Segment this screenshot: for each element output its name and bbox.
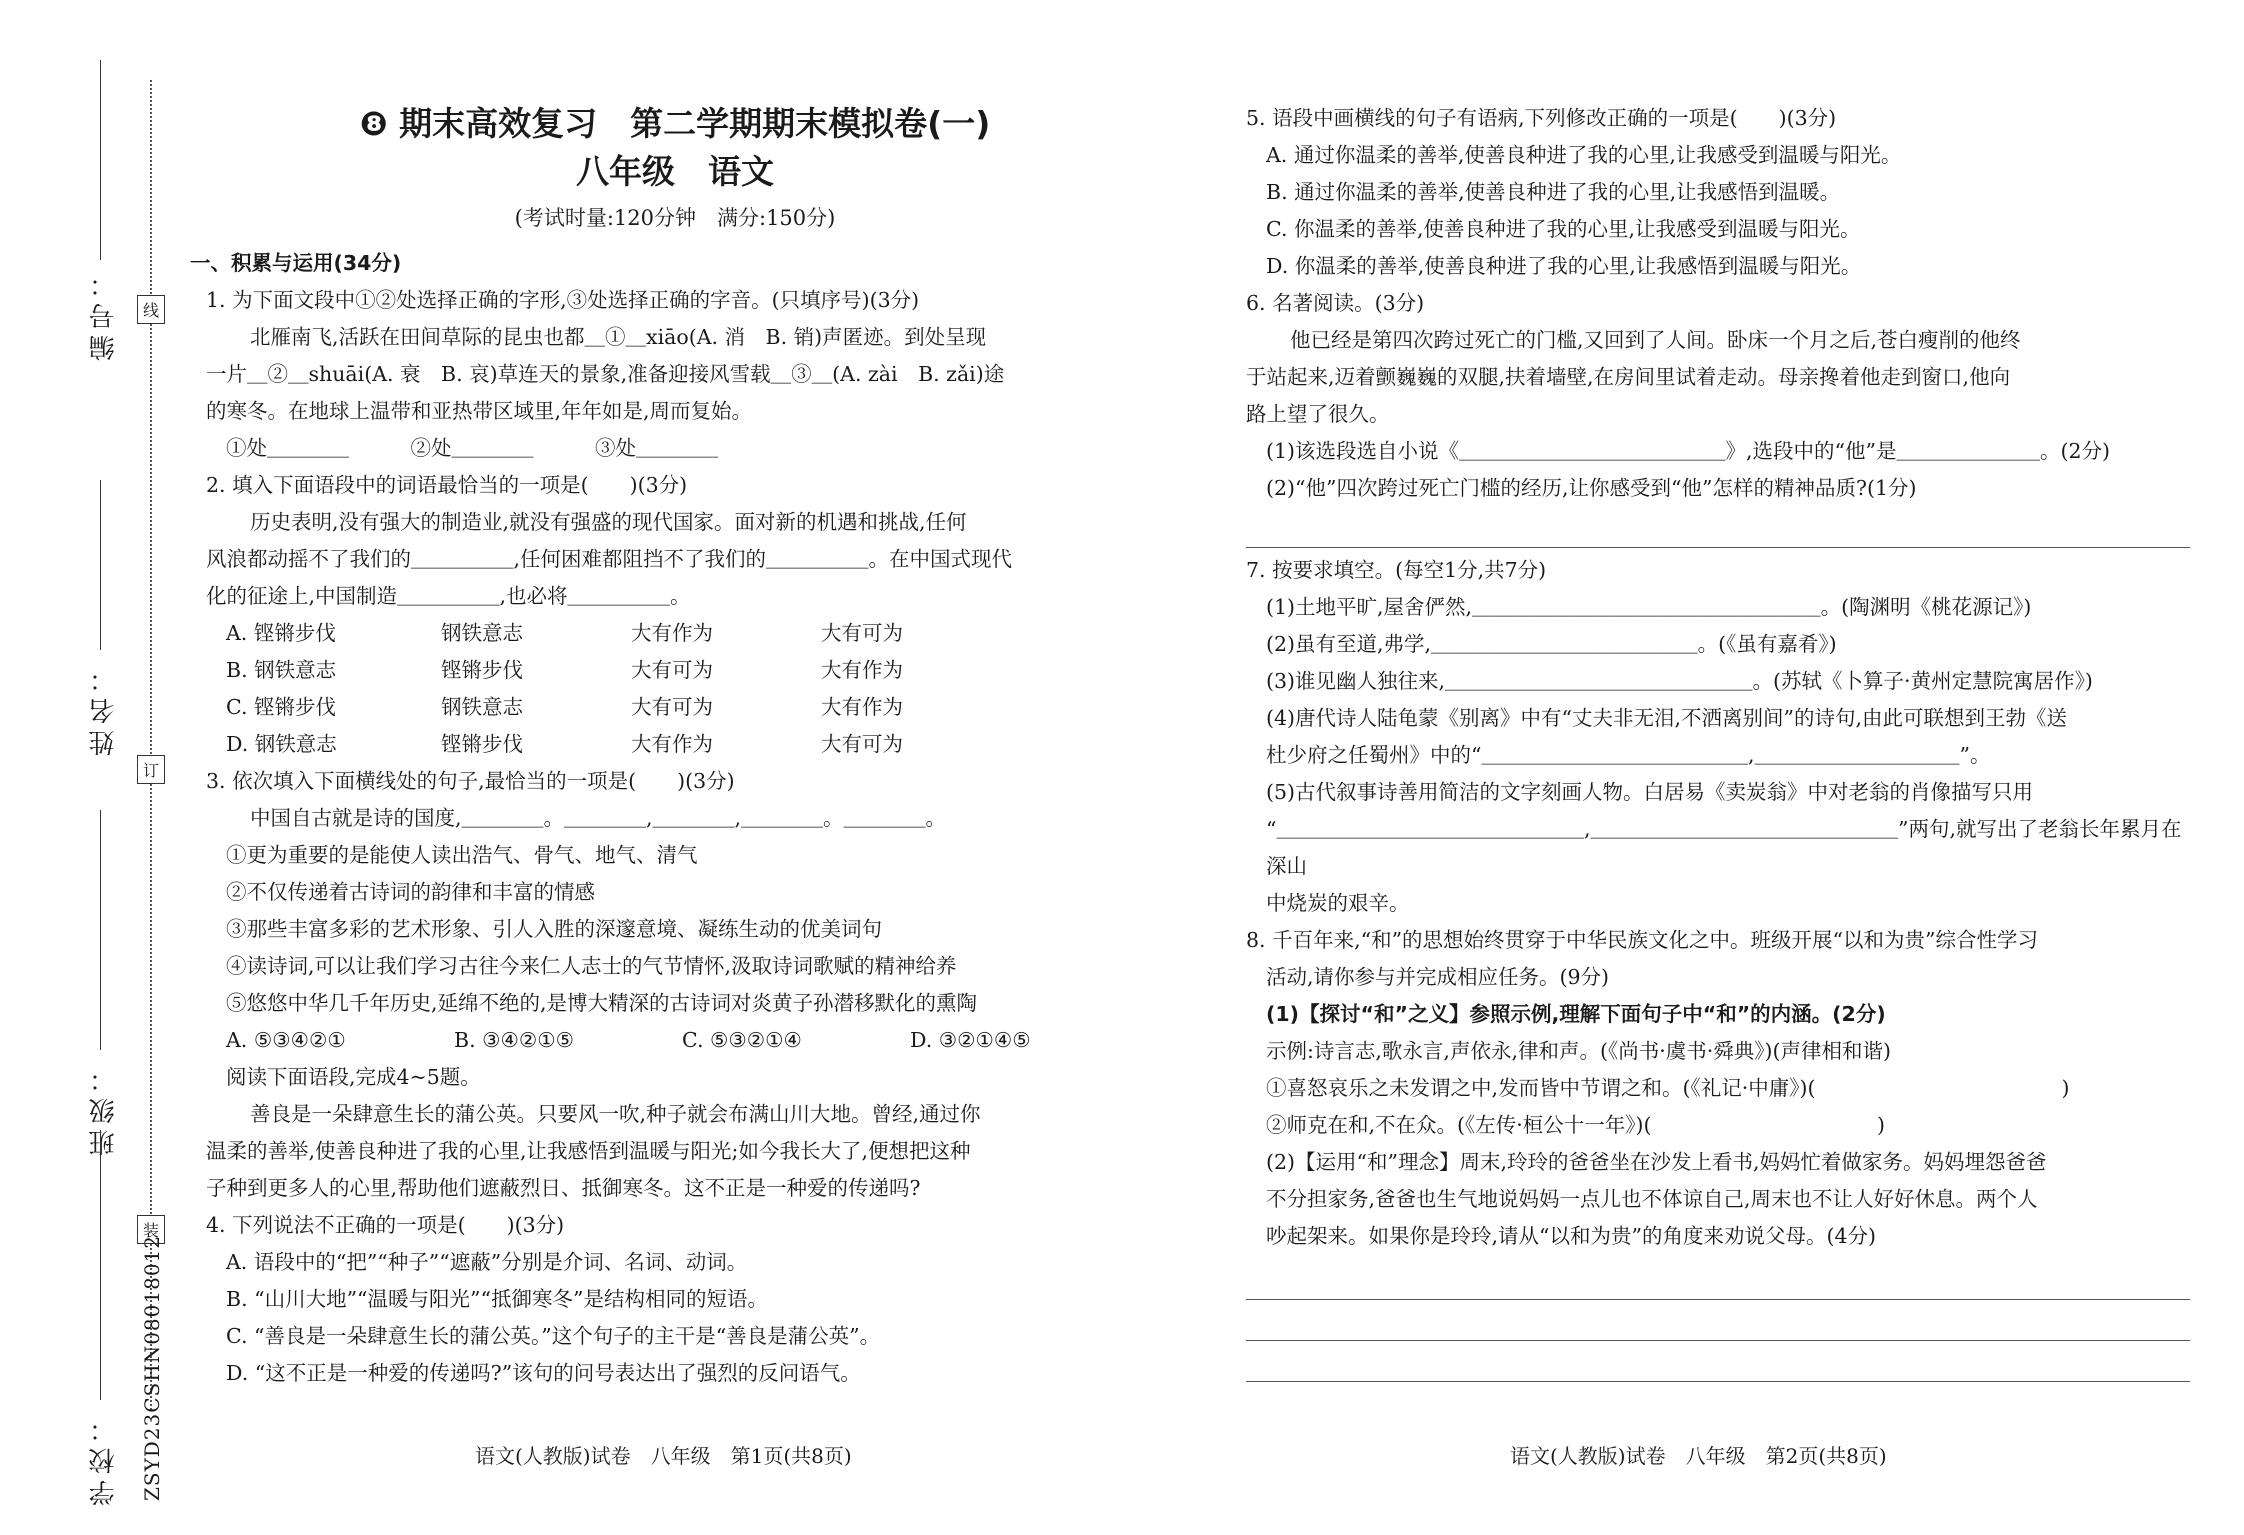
page-1 xyxy=(190,100,1160,1392)
q7-item: 中烧炭的艰辛。 xyxy=(1266,891,1410,915)
fill-line-bianhao[interactable] xyxy=(100,60,101,260)
page-2 xyxy=(1230,100,2190,1382)
q7-item[interactable]: 杜少府之任蜀州》中的“＿＿＿＿＿＿＿＿＿＿＿＿＿,＿＿＿＿＿＿＿＿＿＿”。 xyxy=(1266,743,1991,767)
q4-option-c[interactable]: C. “善良是一朵肆意生长的蒲公英。”这个句子的主干是“善良是蒲公英”。 xyxy=(226,1324,881,1348)
q2-option-d[interactable]: D. 钢铁意志 铿锵步伐 大有作为 大有可为 xyxy=(226,732,903,756)
q8-answer-line[interactable] xyxy=(1246,1347,2190,1382)
q6-passage-line: 他已经是第四次跨过死亡的门槛,又回到了人间。卧床一个月之后,苍白瘦削的他终 xyxy=(1290,328,2021,352)
q7-item[interactable]: “＿＿＿＿＿＿＿＿＿＿＿＿＿＿＿,＿＿＿＿＿＿＿＿＿＿＿＿＿＿＿”两句,就写出了老翁长年累月在深山 xyxy=(1266,817,2182,878)
q7-item[interactable]: (2)虽有至道,弗学,＿＿＿＿＿＿＿＿＿＿＿＿＿。(《虽有嘉肴》) xyxy=(1266,632,1837,656)
q3-item: ④读诗词,可以让我们学习古往今来仁人志士的气节情怀,汲取诗词歌赋的精神给养 xyxy=(226,954,957,978)
q6-sub-1[interactable]: (1)该选段选自小说《＿＿＿＿＿＿＿＿＿＿＿＿＿》,选段中的“他”是＿＿＿＿＿＿＿。(2分) xyxy=(1266,439,2111,463)
tag-zhuang: 装 xyxy=(137,1215,165,1244)
reading-passage-line: 子种到更多人的心里,帮助他们遮蔽烈日、抵御寒冬。这不正是一种爱的传递吗? xyxy=(206,1176,921,1200)
q8-sub-2-cont: 不分担家务,爸爸也生气地说妈妈一点儿也不体谅自己,周末也不让人好好休息。两个人 xyxy=(1266,1187,2038,1211)
q3-options[interactable]: A. ⑤③④②① B. ③④②①⑤ C. ⑤③②①④ D. ③②①④⑤ xyxy=(226,1028,1031,1052)
q4-option-b[interactable]: B. “山川大地”“温暖与阳光”“抵御寒冬”是结构相同的短语。 xyxy=(226,1287,768,1311)
binding-margin xyxy=(0,0,175,1535)
q2-option-c[interactable]: C. 铿锵步伐 钢铁意志 大有可为 大有作为 xyxy=(226,695,903,719)
exam-title: ❽ 期末高效复习 第二学期期末模拟卷(一) xyxy=(359,104,991,143)
q8-sub-2: (2)【运用“和”理念】周末,玲玲的爸爸坐在沙发上看书,妈妈忙着做家务。妈妈埋怨爸爸 xyxy=(1266,1150,2047,1174)
q2-passage-line: 化的征途上,中国制造＿＿＿＿＿,也必将＿＿＿＿＿。 xyxy=(206,584,691,608)
cut-line xyxy=(150,80,152,1410)
q3-item: ③那些丰富多彩的艺术形象、引人入胜的深邃意境、凝练生动的优美词句 xyxy=(226,917,882,941)
q3-item: ①更为重要的是能使人读出浩气、骨气、地气、清气 xyxy=(226,843,698,867)
exam-subject: 八年级 语文 xyxy=(576,152,774,191)
q1-passage-line: 北雁南飞,活跃在田间草际的昆虫也都＿①＿xiāo(A. 消 B. 销)声匿迹。到处呈现 xyxy=(250,325,987,349)
q7-item[interactable]: (3)谁见幽人独往来,＿＿＿＿＿＿＿＿＿＿＿＿＿＿＿。(苏轼《卜算子·黄州定慧院寓居作》) xyxy=(1266,669,2093,693)
section-1-heading: 一、积累与运用(34分) xyxy=(190,251,402,275)
q6-sub-2: (2)“他”四次跨过死亡门槛的经历,让你感受到“他”怎样的精神品质?(1分) xyxy=(1266,476,1917,500)
page-1-footer: 语文(人教版)试卷 八年级 第1页(共8页) xyxy=(475,1444,852,1468)
question-8: 8. 千百年来,“和”的思想始终贯穿于中华民族文化之中。班级开展“以和为贵”综合性学习 xyxy=(1246,928,2039,952)
q8-item-2[interactable]: ②师克在和,不在众。(《左传·桓公十一年》)( ) xyxy=(1266,1113,1886,1137)
fill-line-xingming[interactable] xyxy=(100,480,101,650)
q8-sub-1: (1)【探讨“和”之义】参照示例,理解下面句子中“和”的内涵。(2分) xyxy=(1266,1002,1886,1026)
label-xingming: 姓名： xyxy=(89,660,119,756)
exam-info: (考试时量:120分钟 满分:150分) xyxy=(514,206,836,230)
question-8-cont: 活动,请你参与并完成相应任务。(9分) xyxy=(1266,965,1610,989)
q7-item: (4)唐代诗人陆龟蒙《别离》中有“丈夫非无泪,不洒离别间”的诗句,由此可联想到王勃《送 xyxy=(1266,706,2068,730)
q3-item: ⑤悠悠中华几千年历史,延绵不绝的,是博大精深的古诗词对炎黄子孙潜移默化的熏陶 xyxy=(226,991,978,1015)
q2-option-b[interactable]: B. 钢铁意志 铿锵步伐 大有可为 大有作为 xyxy=(226,658,903,682)
q5-option-a[interactable]: A. 通过你温柔的善举,使善良种进了我的心里,让我感受到温暖与阳光。 xyxy=(1266,143,1902,167)
q8-answer-line[interactable] xyxy=(1246,1306,2190,1341)
reading-passage-line: 温柔的善举,使善良种进了我的心里,让我感悟到温暖与阳光;如今我长大了,便想把这种 xyxy=(206,1139,971,1163)
q1-passage-line: 的寒冬。在地球上温带和亚热带区域里,年年如是,周而复始。 xyxy=(206,399,753,423)
question-6: 6. 名著阅读。(3分) xyxy=(1246,291,1425,315)
q8-answer-line[interactable] xyxy=(1246,1265,2190,1300)
q1-passage-line: 一片＿②＿shuāi(A. 衰 B. 哀)草连天的景象,准备迎接风雪载＿③＿(A. zài B. zǎi)途 xyxy=(206,362,1005,386)
q4-option-a[interactable]: A. 语段中的“把”“种子”“遮蔽”分别是介词、名词、动词。 xyxy=(226,1250,748,1274)
question-7: 7. 按要求填空。(每空1分,共7分) xyxy=(1246,558,1547,582)
q7-item[interactable]: (1)土地平旷,屋舍俨然,＿＿＿＿＿＿＿＿＿＿＿＿＿＿＿＿＿。(陶渊明《桃花源记》) xyxy=(1266,595,2032,619)
q8-example: 示例:诗言志,歌永言,声依永,律和声。(《尚书·虞书·舜典》)(声律相和谐) xyxy=(1266,1039,1891,1063)
label-banji: 班级： xyxy=(89,1060,119,1156)
fill-line-xuexiao[interactable] xyxy=(100,1130,101,1400)
q3-item: ②不仅传递着古诗词的韵律和丰富的情感 xyxy=(226,880,595,904)
reading-passage-line: 善良是一朵肆意生长的蒲公英。只要风一吹,种子就会布满山川大地。曾经,通过你 xyxy=(250,1102,981,1126)
label-xuexiao: 学校： xyxy=(89,1410,119,1506)
q5-option-c[interactable]: C. 你温柔的善举,使善良种进了我的心里,让我感受到温暖与阳光。 xyxy=(1266,217,1861,241)
question-5: 5. 语段中画横线的句子有语病,下列修改正确的一项是( )(3分) xyxy=(1246,106,1837,130)
page-2-footer: 语文(人教版)试卷 八年级 第2页(共8页) xyxy=(1510,1444,1887,1468)
question-2: 2. 填入下面语段中的词语最恰当的一项是( )(3分) xyxy=(206,473,688,497)
q5-option-d[interactable]: D. 你温柔的善举,使善良种进了我的心里,让我感悟到温暖与阳光。 xyxy=(1266,254,1862,278)
label-bianhao: 编号： xyxy=(89,265,119,361)
paper-code: ZSYD23CSHN08018012 xyxy=(140,1235,164,1502)
q6-passage-line: 于站起来,迈着颤巍巍的双腿,扶着墙壁,在房间里试着走动。母亲搀着他走到窗口,他向 xyxy=(1246,365,2011,389)
reading-instruction: 阅读下面语段,完成4~5题。 xyxy=(226,1065,481,1089)
q6-passage-line: 路上望了很久。 xyxy=(1246,402,1390,426)
fill-line-banji[interactable] xyxy=(100,810,101,1050)
q7-item: (5)古代叙事诗善用简洁的文字刻画人物。白居易《卖炭翁》中对老翁的肖像描写只用 xyxy=(1266,780,2034,804)
q2-option-a[interactable]: A. 铿锵步伐 钢铁意志 大有作为 大有可为 xyxy=(226,621,903,645)
q4-option-d[interactable]: D. “这不正是一种爱的传递吗?”该句的问号表达出了强烈的反问语气。 xyxy=(226,1361,861,1385)
q2-passage-line: 风浪都动摇不了我们的＿＿＿＿＿,任何困难都阻挡不了我们的＿＿＿＿＿。在中国式现代 xyxy=(206,547,1013,571)
q5-option-b[interactable]: B. 通过你温柔的善举,使善良种进了我的心里,让我感悟到温暖。 xyxy=(1266,180,1841,204)
tag-xian: 线 xyxy=(137,295,165,324)
q8-sub-2-cont: 吵起架来。如果你是玲玲,请从“以和为贵”的角度来劝说父母。(4分) xyxy=(1266,1224,1877,1248)
question-4: 4. 下列说法不正确的一项是( )(3分) xyxy=(206,1213,565,1237)
question-3: 3. 依次填入下面横线处的句子,最恰当的一项是( )(3分) xyxy=(206,769,735,793)
q1-answer-blanks[interactable]: ①处＿＿＿＿ ②处＿＿＿＿ ③处＿＿＿＿ xyxy=(226,436,718,460)
tag-ding: 订 xyxy=(137,755,165,784)
q8-item-1[interactable]: ①喜怒哀乐之未发谓之中,发而皆中节谓之和。(《礼记·中庸》)( ) xyxy=(1266,1076,2070,1100)
q3-passage: 中国自古就是诗的国度,＿＿＿＿。＿＿＿＿,＿＿＿＿,＿＿＿＿。＿＿＿＿。 xyxy=(250,806,947,830)
q6-answer-line[interactable] xyxy=(1246,513,2190,548)
q2-passage-line: 历史表明,没有强大的制造业,就没有强盛的现代国家。面对新的机遇和挑战,任何 xyxy=(250,510,967,534)
question-1: 1. 为下面文段中①②处选择正确的字形,③处选择正确的字音。(只填序号)(3分) xyxy=(206,288,920,312)
